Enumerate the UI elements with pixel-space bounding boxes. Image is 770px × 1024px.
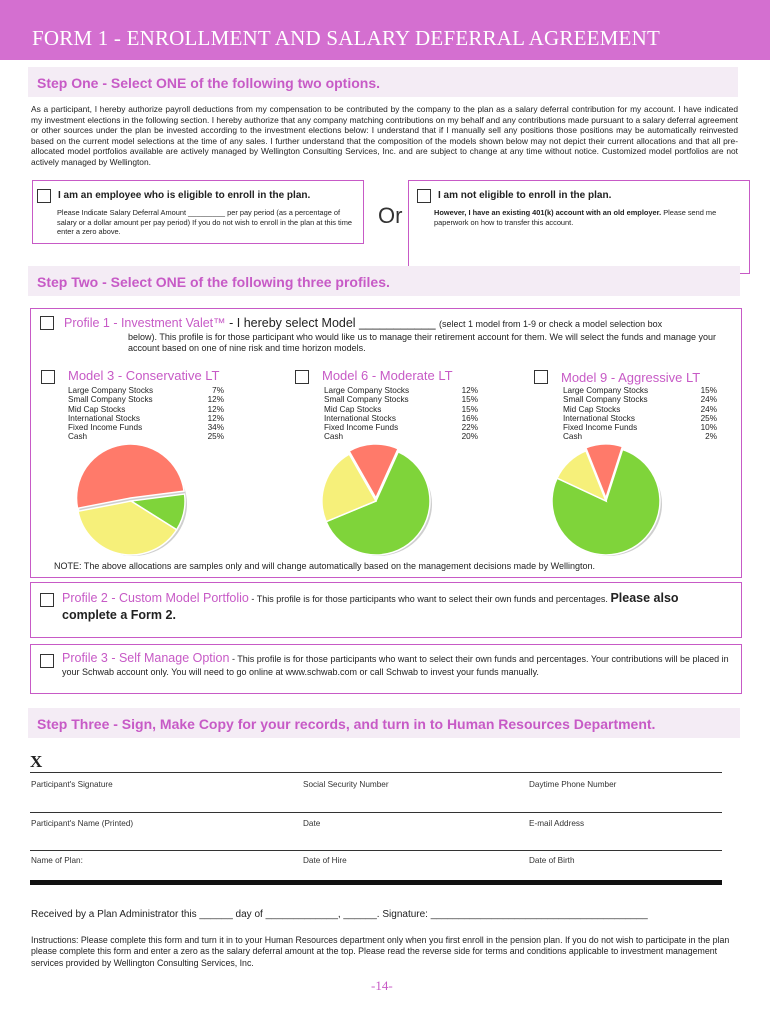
profile-1-box (30, 308, 742, 578)
model-3-allocations (68, 386, 224, 442)
alloc-row (324, 386, 478, 395)
alloc-value: 24% (700, 395, 717, 405)
alloc-row (68, 423, 224, 432)
model-3-title: Model 3 - Conservative LT (68, 368, 220, 383)
profile-1-checkbox[interactable] (40, 316, 54, 330)
participant-signature-label: Participant's Signature (31, 780, 113, 789)
alloc-value: 7% (212, 386, 224, 395)
not-eligible-title: I am not eligible to enroll in the plan. (438, 190, 612, 201)
alloc-value: 12% (207, 404, 224, 414)
model-9-title: Model 9 - Aggressive LT (561, 370, 701, 385)
alloc-label: Large Company Stocks (68, 386, 154, 395)
alloc-value: 15% (461, 404, 478, 414)
form-title: FORM 1 - ENROLLMENT AND SALARY DEFERRAL AGREEMENT (32, 26, 660, 50)
option-eligible-box (32, 180, 364, 244)
alloc-value: 24% (700, 404, 717, 414)
alloc-value: 15% (700, 386, 717, 395)
profile-1-select: - I hereby select Model ___________ (229, 316, 436, 330)
allocations-note: NOTE: The above allocations are samples only and will change automatically based on the management decisions made by Wellington. (54, 561, 595, 571)
option-not-eligible-box (408, 180, 750, 274)
alloc-label: Small Company Stocks (68, 395, 153, 405)
profile-2-text: - This profile is for those participants who want to select their own funds and percentages. (251, 594, 608, 604)
alloc-label: International Stocks (324, 413, 396, 423)
alloc-row (324, 414, 478, 423)
alloc-row (68, 414, 224, 423)
alloc-row (324, 405, 478, 414)
alloc-value: 34% (207, 423, 224, 433)
not-eligible-text (434, 208, 742, 227)
profile-1-title: Profile 1 - Investment Valet™ (64, 316, 226, 330)
not-eligible-checkbox[interactable] (417, 189, 431, 203)
signature-line[interactable] (30, 772, 722, 773)
model-3-pie (71, 437, 201, 559)
step-three-heading: Step Three - Sign, Make Copy for your records, and turn in to Human Resources Department. (37, 716, 656, 732)
alloc-value: 16% (461, 413, 478, 423)
alloc-value: 12% (207, 395, 224, 405)
or-label: Or (378, 203, 403, 228)
instructions-text: Instructions: Please complete this form and turn it in to your Human Resources department only when you first enroll in the pension plan. If you do not wish to participate in the plan please complete this form and enter a zero as the salary deferral amount at the top. Please read the reverse side for terms and conditions applicable to investment management services provided by Wellington Consulting Services, Inc. (31, 935, 730, 968)
email-label: E-mail Address (529, 819, 585, 828)
profile-1-text: below). This profile is for those participant who would like us to manage their retirement account for them. We will select the funds and manage your account based on one of nine risk and time horizon models. (128, 332, 716, 353)
ssn-label: Social Security Number (303, 780, 389, 789)
profile-2-box (30, 582, 742, 638)
alloc-value: 22% (461, 423, 478, 433)
model-9-allocations (563, 386, 717, 442)
eligible-text: Please Indicate Salary Deferral Amount _________ per pay period (as a percentage of salary or a dollar amount per pay period) If you do not wish to enroll in the plan at this time enter a zero above. (57, 208, 352, 237)
alloc-value: 25% (700, 413, 717, 423)
participant-name-label: Participant's Name (Printed) (31, 819, 134, 828)
alloc-value: 12% (207, 413, 224, 423)
divider-bar (30, 880, 722, 885)
profile-1-paren: (select 1 model from 1-9 or check a model selection box (439, 319, 663, 329)
date-label: Date (303, 819, 321, 828)
alloc-row (68, 386, 224, 395)
model-6-allocations (324, 386, 478, 442)
alloc-row (563, 423, 717, 432)
step-one-heading: Step One - Select ONE of the following two options. (37, 75, 380, 91)
alloc-label: Fixed Income Funds (68, 423, 143, 433)
alloc-row (563, 414, 717, 423)
signature-x: X (30, 752, 43, 771)
eligible-title: I am an employee who is eligible to enroll in the plan. (58, 190, 311, 201)
model-6-checkbox[interactable] (295, 370, 309, 384)
profile-2-title: Profile 2 - Custom Model Portfolio (62, 591, 249, 605)
step-three-heading-bar (28, 708, 740, 738)
model-9-checkbox[interactable] (534, 370, 548, 384)
alloc-label: Cash (324, 432, 344, 442)
profile-3-text: - This profile is for those participants who want to select their own funds and percentages. Your contributions will be placed in your Schwab account only. You will need to go online at www.schwab.com or call Schwab to invest your funds manually. (62, 654, 729, 677)
date-of-hire-label: Date of Hire (303, 856, 347, 865)
alloc-row (563, 395, 717, 404)
model-3-checkbox[interactable] (41, 370, 55, 384)
alloc-label: Fixed Income Funds (563, 423, 638, 433)
not-eligible-bold: However, I have an existing 401(k) account with an old employer. (434, 208, 662, 217)
profile-2-bold: Please also complete a Form 2. (62, 591, 679, 622)
alloc-label: Mid Cap Stocks (324, 404, 382, 414)
alloc-row (324, 423, 478, 432)
alloc-label: Large Company Stocks (324, 386, 410, 395)
step-two-heading-bar (28, 266, 740, 296)
profile-2-checkbox[interactable] (40, 593, 54, 607)
alloc-value: 20% (461, 432, 478, 442)
model-9-pie (546, 437, 676, 559)
alloc-label: International Stocks (68, 413, 140, 423)
alloc-label: Large Company Stocks (563, 386, 649, 395)
received-line: Received by a Plan Administrator this ______ day of _____________, ______. Signature: _______________________________________ (31, 909, 648, 920)
alloc-row (68, 395, 224, 404)
page-number: -14- (371, 978, 393, 993)
alloc-row (324, 395, 478, 404)
profile-3-checkbox[interactable] (40, 654, 54, 668)
plan-name-label: Name of Plan: (31, 856, 83, 865)
alloc-value: 10% (700, 423, 717, 433)
alloc-row (563, 405, 717, 414)
not-eligible-rest: Please send me paperwork on how to transfer this account. (434, 208, 717, 227)
model-6-title: Model 6 - Moderate LT (322, 368, 453, 383)
alloc-label: Mid Cap Stocks (563, 404, 621, 414)
name-line[interactable] (30, 812, 722, 813)
profile-1-header (64, 316, 734, 330)
profile-2-header (62, 590, 734, 624)
alloc-label: Cash (68, 432, 88, 442)
plan-line[interactable] (30, 850, 722, 851)
model-6-pie (316, 437, 446, 559)
alloc-value: 25% (207, 432, 224, 442)
alloc-row (563, 386, 717, 395)
step-two-heading: Step Two - Select ONE of the following three profiles. (37, 274, 390, 290)
step-one-body: As a participant, I hereby authorize payroll deductions from my compensation to be contributed by the company to the plan as a salary deferral contribution for my account. I have indicated my investment elections in the following section. I hereby authorize that any company matching contributions on my behalf and any contributions made pursuant to a salary deferral agreement or other sources under the plan be invested according to the investment elections below: I understand that if I manually sell any positions those positions may be automatically reinvested based on the current model selections at the time of any sales. I further understand that the composition of the models shown below may not depict their current allocations and that all pre-allocated model portfolios available are actively managed by Wellington Consulting Services, Inc. and are subject to change at any time without notice. Customized model portfolios are not actively managed by Wellington. (31, 104, 738, 167)
step-one-heading-bar (28, 67, 738, 97)
alloc-label: International Stocks (563, 413, 635, 423)
alloc-value: 12% (461, 386, 478, 395)
alloc-row (68, 405, 224, 414)
phone-label: Daytime Phone Number (529, 780, 617, 789)
profile-3-title: Profile 3 - Self Manage Option (62, 651, 230, 665)
date-of-birth-label: Date of Birth (529, 856, 575, 865)
alloc-label: Small Company Stocks (324, 395, 409, 405)
alloc-value: 15% (461, 395, 478, 405)
profile-3-box (30, 644, 742, 694)
eligible-checkbox[interactable] (37, 189, 51, 203)
alloc-value: 2% (705, 432, 717, 442)
alloc-label: Mid Cap Stocks (68, 404, 126, 414)
alloc-label: Fixed Income Funds (324, 423, 399, 433)
alloc-label: Small Company Stocks (563, 395, 648, 405)
alloc-label: Cash (563, 432, 583, 442)
form-title-bar (0, 0, 770, 60)
profile-3-header (62, 652, 736, 679)
